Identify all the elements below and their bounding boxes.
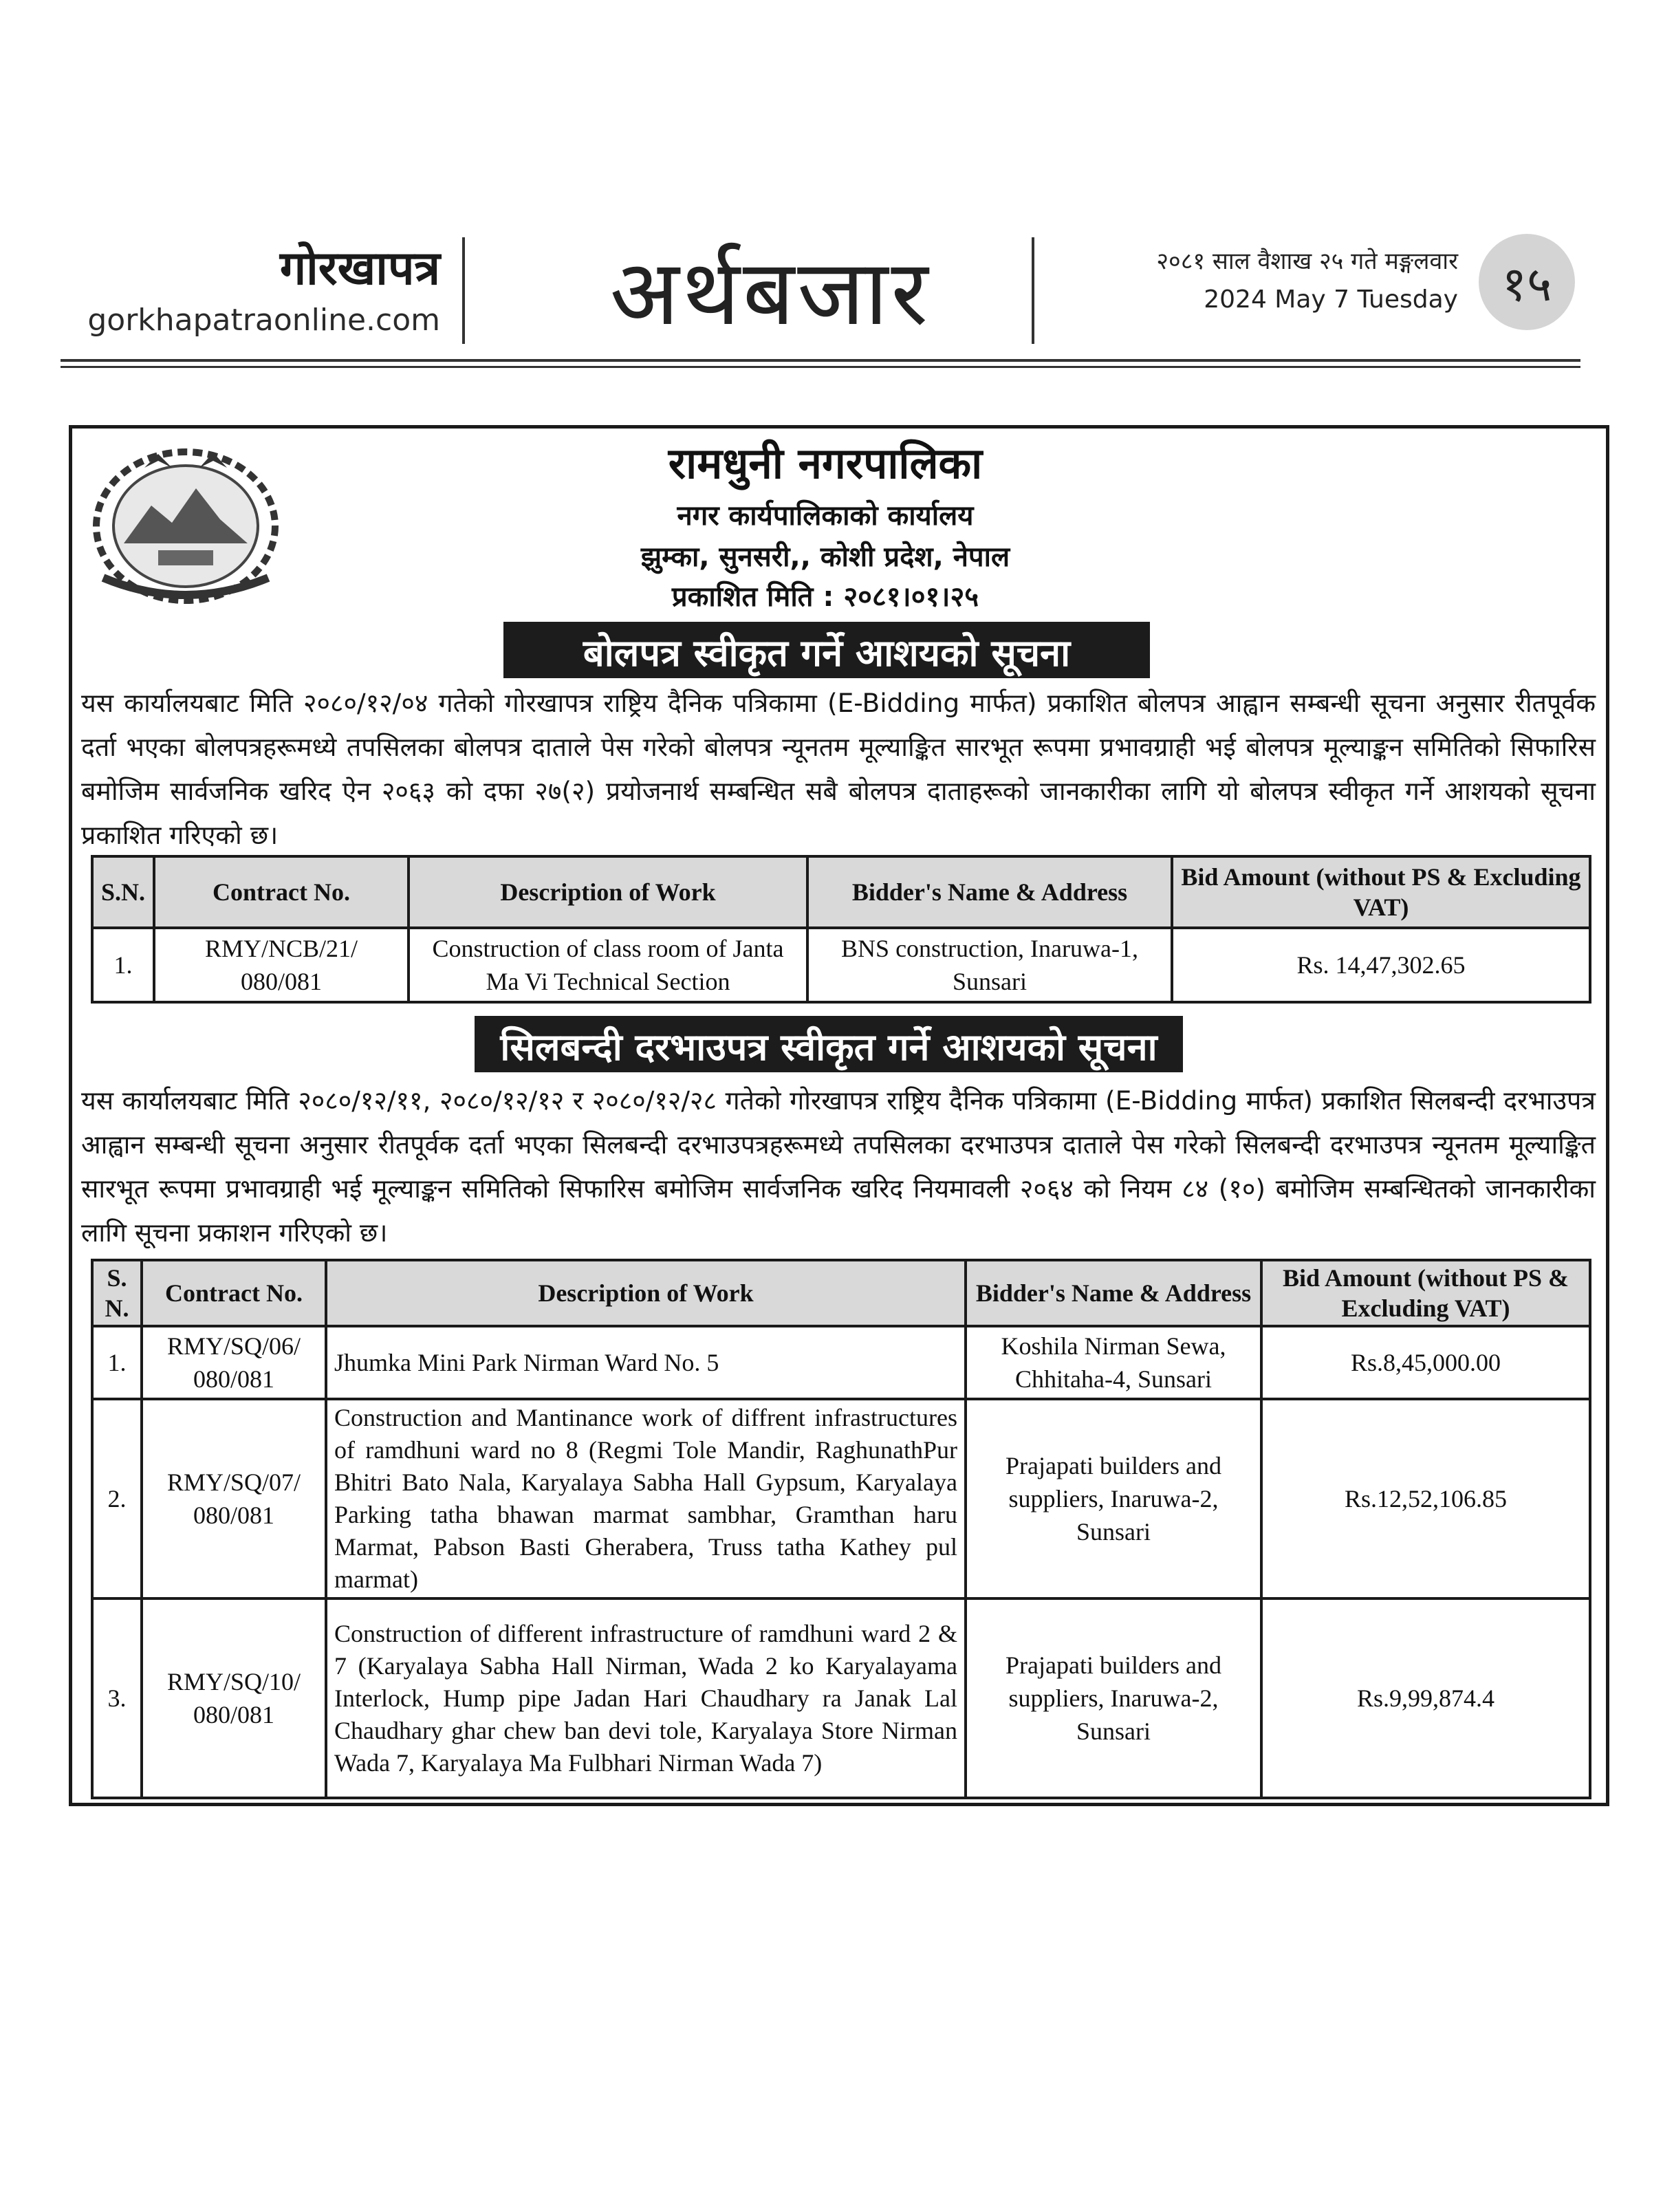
column-header: S.N. — [92, 856, 154, 928]
serial-number: 2. — [92, 1399, 142, 1598]
column-header: Bidder's Name & Address — [966, 1260, 1261, 1326]
notice-paragraph-sealed-quotation: यस कार्यालयबाट मिति २०८०/१२/११, २०८०/१२/१२ र २०८०/१२/२८ गतेको गोरखापत्र राष्ट्रिय दैनिक पत्रिकामा (E-Bidding मार्फत) प्रकाशित सिलबन्दी दरभाउपत्र आह्वान सम्बन्धी सूचना अनुसार रीतपूर्वक दर्ता भएका सिलबन्दी दरभाउपत्रहरूमध्ये तपसिलका दरभाउपत्र दाताले पेस गरेको सिलबन्दी दरभाउपत्र न्यूनतम मूल्याङ्कित सारभूत रूपमा प्रभावग्राही भई मूल्याङ्कन समितिको सिफारिस बमोजिम सार्वजनिक खरिद नियमावली २०६४ को नियम ८४ (१०) बमोजिम सम्बन्धितको जानकारीका लागि सूचना प्रकाशन गरिएको छ। — [81, 1085, 1596, 1248]
column-header: Contract No. — [142, 1260, 326, 1326]
work-description: Jhumka Mini Park Nirman Ward No. 5 — [326, 1326, 966, 1399]
masthead-divider-left — [462, 237, 465, 344]
paper-name: गोरखापत्र — [279, 241, 440, 296]
masthead-rule-bottom — [61, 366, 1580, 368]
work-description: Construction of different infrastructure of ramdhuni ward 2 & 7 (Karyalaya Sabha Hall Nirman, Wada 2 ko Karyalayama Interlock, Hump pipe Jadan Hari Chaudhary ra Janak Lal Chaudhary ghar chew ban devi tole, Karyalaya Store Nirman Wada 7, Karyalaya Ma Fulbhari Nirman Wada 7) — [326, 1598, 966, 1798]
bid-acceptance-table — [91, 855, 1591, 1004]
column-header: Description of Work — [326, 1260, 966, 1326]
nepal-government-emblem-icon — [83, 440, 289, 605]
notice-heading-sealed-quotation: सिलबन्दी दरभाउपत्र स्वीकृत गर्ने आशयको सूचना — [475, 1016, 1183, 1072]
table-row — [92, 928, 1590, 1002]
column-header: Contract No. — [154, 856, 409, 928]
published-date: प्रकाशित मिति : २०८१।०१।२५ — [671, 581, 979, 613]
work-description: Construction and Mantinance work of diffrent infrastructures of ramdhuni ward no 8 (Regmi Tole Mandir, RaghunathPur Bhitri Bato Nala, Karyalaya Sabha Hall Gypsum, Karyalaya Parking tatha bhawan marmat sambhar, Gramthan haru Marmat, Pabson Basti Gherabera, Truss tatha Kathey pul marmat) — [326, 1399, 966, 1598]
column-header: Description of Work — [409, 856, 807, 928]
column-header: S. N. — [92, 1260, 142, 1326]
section-title: अर्थबजार — [609, 240, 931, 346]
column-header: Bid Amount (without PS & Excluding VAT) — [1261, 1260, 1590, 1326]
municipality-name: रामधुनी नगरपालिका — [668, 438, 983, 488]
bidder-name-address: BNS construction, Inaruwa-1, Sunsari — [807, 928, 1172, 1002]
table-header-row — [92, 856, 1590, 928]
office-address: झुम्का, सुनसरी,, कोशी प्रदेश, नेपाल — [640, 541, 1010, 573]
contract-number: RMY/SQ/10/ 080/081 — [142, 1598, 326, 1798]
table-row — [92, 1598, 1590, 1798]
bid-amount: Rs.12,52,106.85 — [1261, 1399, 1590, 1598]
masthead — [0, 0, 1663, 385]
contract-number: RMY/SQ/07/ 080/081 — [142, 1399, 326, 1598]
office-name: नगर कार्यपालिकाको कार्यालय — [677, 500, 974, 532]
page-number-badge: १५ — [1479, 234, 1575, 330]
column-header: Bid Amount (without PS & Excluding VAT) — [1172, 856, 1590, 928]
notice-paragraph-bid-acceptance: यस कार्यालयबाट मिति २०८०/१२/०४ गतेको गोरखापत्र राष्ट्रिय दैनिक पत्रिकामा (E-Bidding मार्फत) प्रकाशित बोलपत्र आह्वान सम्बन्धी सूचना अनुसार रीतपूर्वक दर्ता भएका बोलपत्रहरूमध्ये तपसिलका बोलपत्र दाताले पेस गरेको बोलपत्र न्यूनतम मूल्याङ्कित सारभूत रूपमा प्रभावग्राही भई बोलपत्र मूल्याङ्कन समितिको सिफारिस बमोजिम सार्वजनिक खरिद ऐन २०६३ को दफा २७(२) प्रयोजनार्थ सम्बन्धित सबै बोलपत्र दाताहरूको जानकारीका लागि यो बोलपत्र स्वीकृत गर्ने आशयको सूचना प्रकाशित गरिएको छ। — [81, 688, 1596, 850]
contract-number: RMY/SQ/06/ 080/081 — [142, 1326, 326, 1399]
bid-amount: Rs.9,99,874.4 — [1261, 1598, 1590, 1798]
website-link[interactable]: gorkhapatraonline.com — [87, 303, 440, 338]
table-row — [92, 1399, 1590, 1598]
serial-number: 3. — [92, 1598, 142, 1798]
date-english: 2024 May 7 Tuesday — [1204, 285, 1458, 314]
contract-number: RMY/NCB/21/ 080/081 — [154, 928, 409, 1002]
sealed-quotation-table — [91, 1259, 1591, 1799]
serial-number: 1. — [92, 928, 154, 1002]
table-row — [92, 1326, 1590, 1399]
date-nepali: २०८१ साल वैशाख २५ गते मङ्गलवार — [1156, 248, 1458, 275]
bidder-name-address: Prajapati builders and suppliers, Inaruwa-2, Sunsari — [966, 1598, 1261, 1798]
serial-number: 1. — [92, 1326, 142, 1399]
table-header-row — [92, 1260, 1590, 1326]
bidder-name-address: Koshila Nirman Sewa, Chhitaha-4, Sunsari — [966, 1326, 1261, 1399]
column-header: Bidder's Name & Address — [807, 856, 1172, 928]
bid-amount: Rs. 14,47,302.65 — [1172, 928, 1590, 1002]
masthead-rule-top — [61, 359, 1580, 362]
masthead-divider-right — [1032, 237, 1034, 344]
notice-heading-bid-acceptance: बोलपत्र स्वीकृत गर्ने आशयको सूचना — [503, 622, 1150, 678]
work-description: Construction of class room of Janta Ma Vi Technical Section — [409, 928, 807, 1002]
bid-amount: Rs.8,45,000.00 — [1261, 1326, 1590, 1399]
bidder-name-address: Prajapati builders and suppliers, Inaruwa-2, Sunsari — [966, 1399, 1261, 1598]
